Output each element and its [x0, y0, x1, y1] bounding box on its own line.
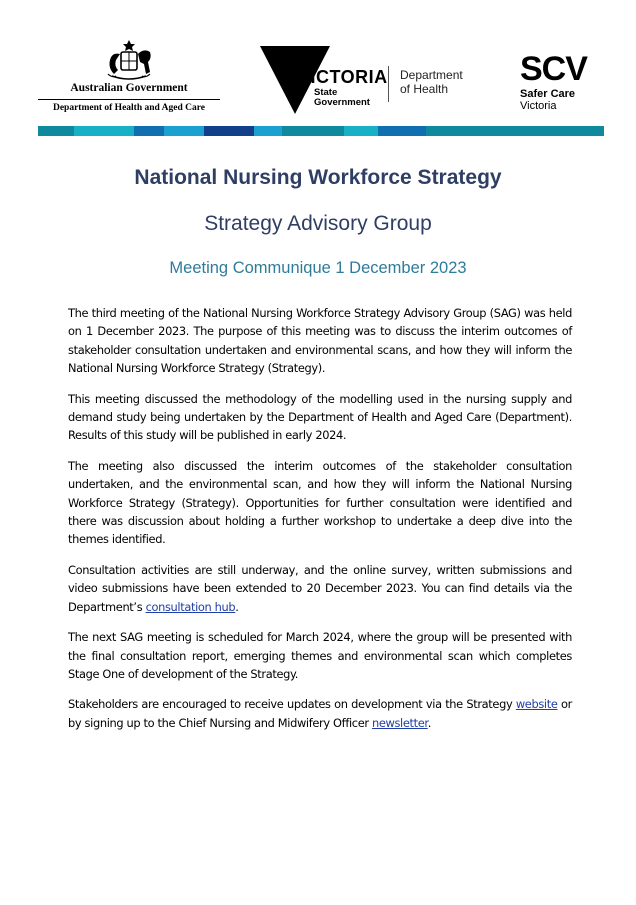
paragraph-4-end: . — [235, 599, 239, 614]
stripe-segment — [254, 126, 282, 136]
stripe-segment — [164, 126, 204, 136]
victoria-sub-government: Government — [314, 97, 370, 108]
newsletter-link[interactable]: newsletter — [371, 715, 428, 730]
aus-gov-divider — [38, 99, 220, 100]
victoria-department — [400, 68, 463, 96]
safer-care-victoria-logo — [520, 52, 610, 120]
document-subtitle: Strategy Advisory Group — [204, 212, 432, 235]
victoria-sub — [314, 88, 370, 108]
paragraph-6-mid: or by signing up to the Chief Nursing and Midwifery Officer — [68, 697, 572, 730]
paragraph-5: The next SAG meeting is scheduled for March 2024, where the group will be presented with the final consultation report, emerging themes and environmental scan which completes Stage One of development of the Strategy. — [68, 630, 572, 681]
stripe-segment — [282, 126, 344, 136]
aus-gov-title: Australian Government — [70, 82, 188, 94]
document-title: National Nursing Workforce Strategy — [134, 166, 502, 189]
victoria-dept-line1: Department — [400, 68, 463, 82]
paragraph-1: The third meeting of the National Nursing Workforce Strategy Advisory Group (SAG) was held on 1 December 2023. The purpose of this meeting was to discuss the interim outcomes of stakeholder consultation undertaken and environmental scans, and how they will inform the National Nursing Workforce Strategy (Strategy). — [68, 306, 572, 376]
stripe-segment — [344, 126, 378, 136]
victoria-wordmark: VICTORIA — [298, 67, 388, 87]
header-logos — [38, 30, 604, 122]
stripe-segment — [426, 126, 604, 136]
consultation-hub-link[interactable]: consultation hub — [145, 599, 236, 614]
victoria-divider — [388, 66, 389, 102]
paragraph-3: The meeting also discussed the interim outcomes of the stakeholder consultation undertaken, and the environmental scan, and how they will inform the National Nursing Workforce Strategy (Strategy). Opportunities for further consultation were identified and there was discussion about holding a further workshop to undertake a deep dive into the themes identified. — [68, 458, 572, 547]
scv-monogram: SCV — [520, 50, 587, 88]
paragraph-2: This meeting discussed the methodology of the modelling used in the nursing supply and demand study being undertaken by the Department of Health and Aged Care (Department). Results of this study will be published in early 2024. — [68, 391, 572, 443]
stripe-segment — [378, 126, 426, 136]
paragraph-6-text: Stakeholders are encouraged to receive updates on development via the Strategy — [68, 697, 516, 712]
coat-of-arms-icon — [100, 38, 158, 82]
paragraph-6-end: . — [427, 715, 431, 730]
meeting-communique-heading: Meeting Communique 1 December 2023 — [169, 259, 467, 277]
communique-body — [68, 304, 572, 744]
header-color-stripe — [38, 126, 604, 136]
stripe-segment — [204, 126, 254, 136]
scv-line1: Safer Care — [520, 88, 576, 100]
victoria-dept-line2: of Health — [400, 82, 449, 96]
victoria-sub-state: State — [314, 87, 338, 98]
paragraph-6 — [68, 695, 572, 732]
stripe-segment — [134, 126, 164, 136]
victoria-state-government-logo — [260, 46, 490, 118]
aus-gov-department: Department of Health and Aged Care — [52, 103, 206, 113]
stripe-segment — [38, 126, 74, 136]
stripe-segment — [74, 126, 134, 136]
website-link[interactable]: website — [515, 697, 558, 712]
scv-line2: Victoria — [520, 100, 557, 112]
paragraph-4 — [68, 561, 572, 616]
australian-government-logo — [38, 38, 220, 118]
paragraph-4-text: Consultation activities are still underway, and the online survey, written submissions and video submissions have been extended to 20 December 2023. You can find details via the Department’s — [68, 562, 572, 614]
